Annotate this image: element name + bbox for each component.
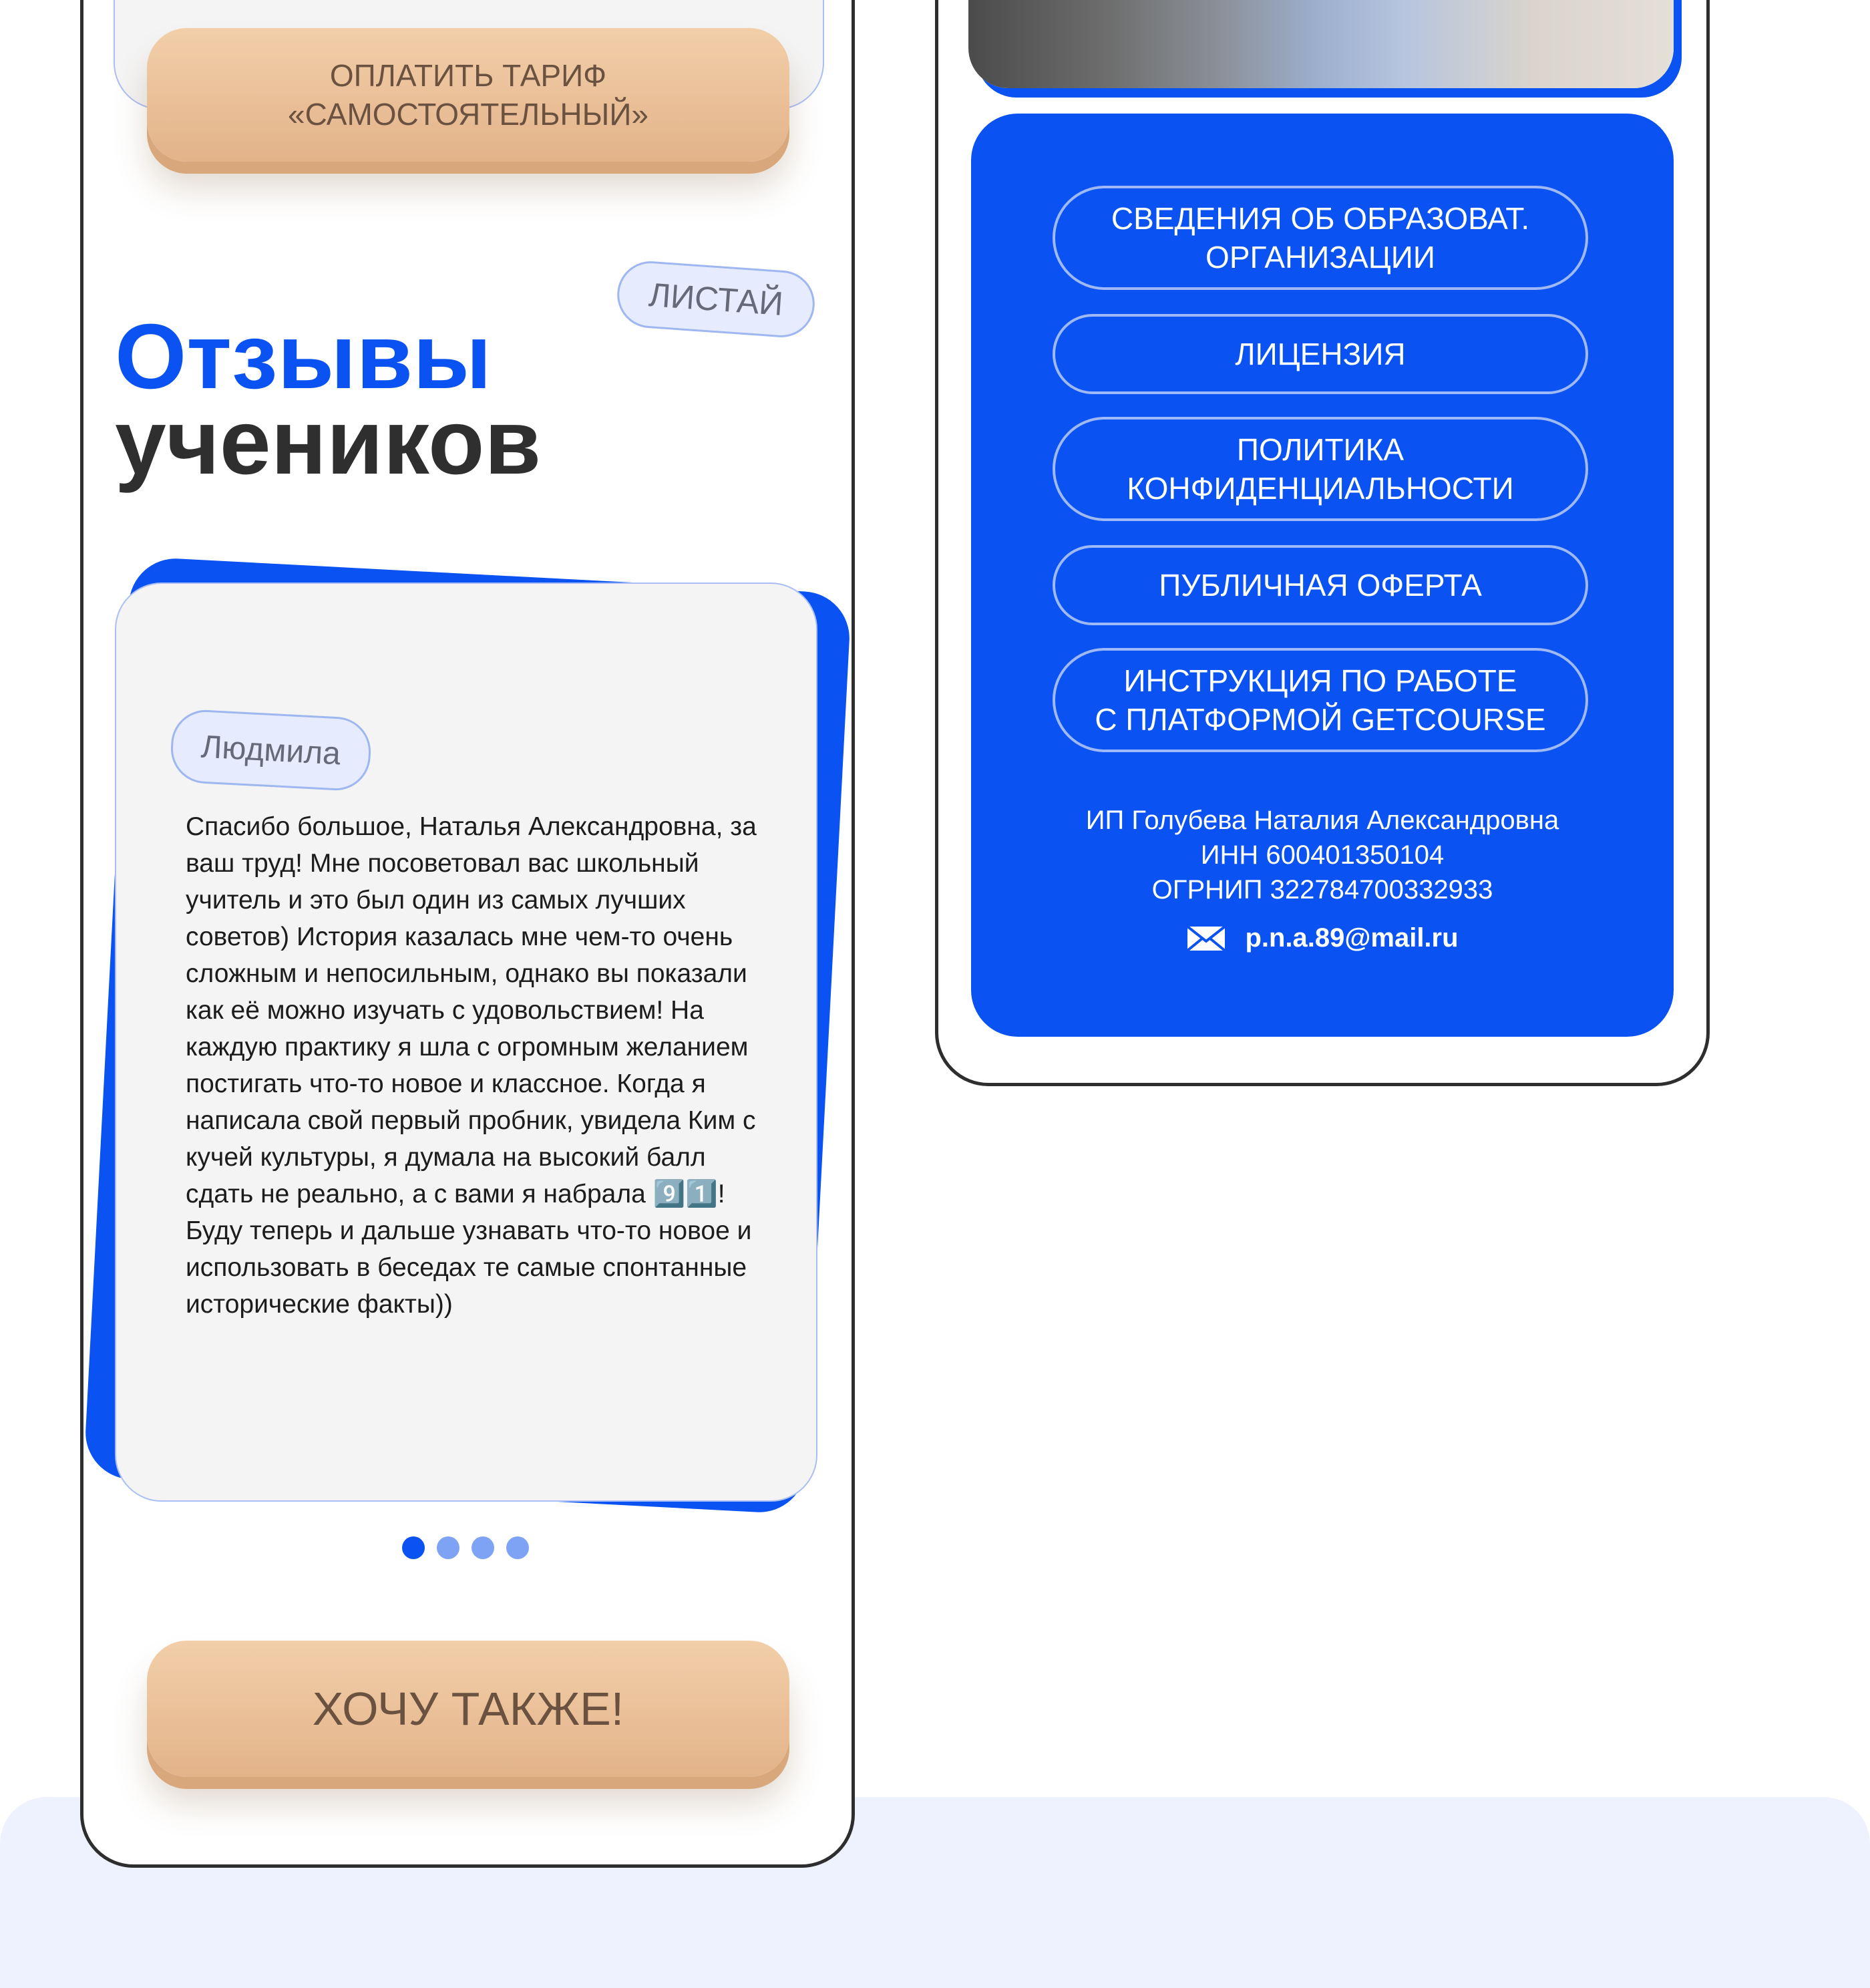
reviews-heading <box>115 305 542 494</box>
carousel-dot[interactable] <box>506 1536 529 1559</box>
reviews-heading-line2: учеников <box>115 391 542 494</box>
carousel-dot[interactable] <box>402 1536 425 1559</box>
review-author-badge: Людмила <box>169 708 372 792</box>
footer-info-panel <box>971 114 1674 1037</box>
carousel-dot[interactable] <box>472 1536 494 1559</box>
education-info-link[interactable]: СВЕДЕНИЯ ОБ ОБРАЗОВАТ. ОРГАНИЗАЦИИ <box>1053 186 1588 290</box>
review-card[interactable] <box>115 583 817 1502</box>
email-contact[interactable] <box>971 923 1674 953</box>
want-too-button-label: ХОЧУ ТАКЖЕ! <box>312 1683 624 1735</box>
carousel-dots <box>402 1536 529 1559</box>
legal-info <box>971 803 1674 907</box>
envelope-icon <box>1186 925 1226 952</box>
review-text: Спасибо большое, Наталья Александровна, за ваш труд! Мне посоветовал вас школьный учитель и это был один из самых лучших советов) История казалась мне чем-то очень сложным и непосильным, однако вы показали как её можно изучать с удовольствием! На каждую практику я шла с огромным желанием постигать что-то новое и классное. Когда я написала свой первый пробник, увидела Ким с кучей культуры, я думала на высокий балл сдать не реально, а с вами я набрала 9️⃣1️⃣! Буду теперь и дальше узнавать что-то новое и использовать в беседах те самые спонтанные исторические факты)) <box>186 812 757 1319</box>
teacher-photo <box>968 0 1674 88</box>
want-too-button[interactable] <box>147 1641 789 1777</box>
privacy-policy-link[interactable]: ПОЛИТИКА КОНФИДЕНЦИАЛЬНОСТИ <box>1053 417 1588 521</box>
pay-tariff-button[interactable] <box>147 28 789 162</box>
pay-tariff-button-label: ОПЛАТИТЬ ТАРИФ «САМОСТОЯТЕЛЬНЫЙ» <box>287 58 649 132</box>
email-address[interactable]: p.n.a.89@mail.ru <box>1245 923 1459 953</box>
reviews-heading-line1: Отзывы <box>115 305 492 408</box>
legal-owner: ИП Голубева Наталия Александровна <box>1085 806 1559 835</box>
public-offer-link[interactable]: ПУБЛИЧНАЯ ОФЕРТА <box>1053 545 1588 625</box>
carousel-dot[interactable] <box>437 1536 459 1559</box>
getcourse-instruction-link[interactable]: ИНСТРУКЦИЯ ПО РАБОТЕ С ПЛАТФОРМОЙ GETCOURSE <box>1053 648 1588 752</box>
license-link[interactable]: ЛИЦЕНЗИЯ <box>1053 314 1588 394</box>
swipe-hint-badge: ЛИСТАЙ <box>615 259 817 339</box>
legal-inn: ИНН 600401350104 <box>1200 840 1445 870</box>
legal-ogrnip: ОГРНИП 322784700332933 <box>1151 875 1493 904</box>
